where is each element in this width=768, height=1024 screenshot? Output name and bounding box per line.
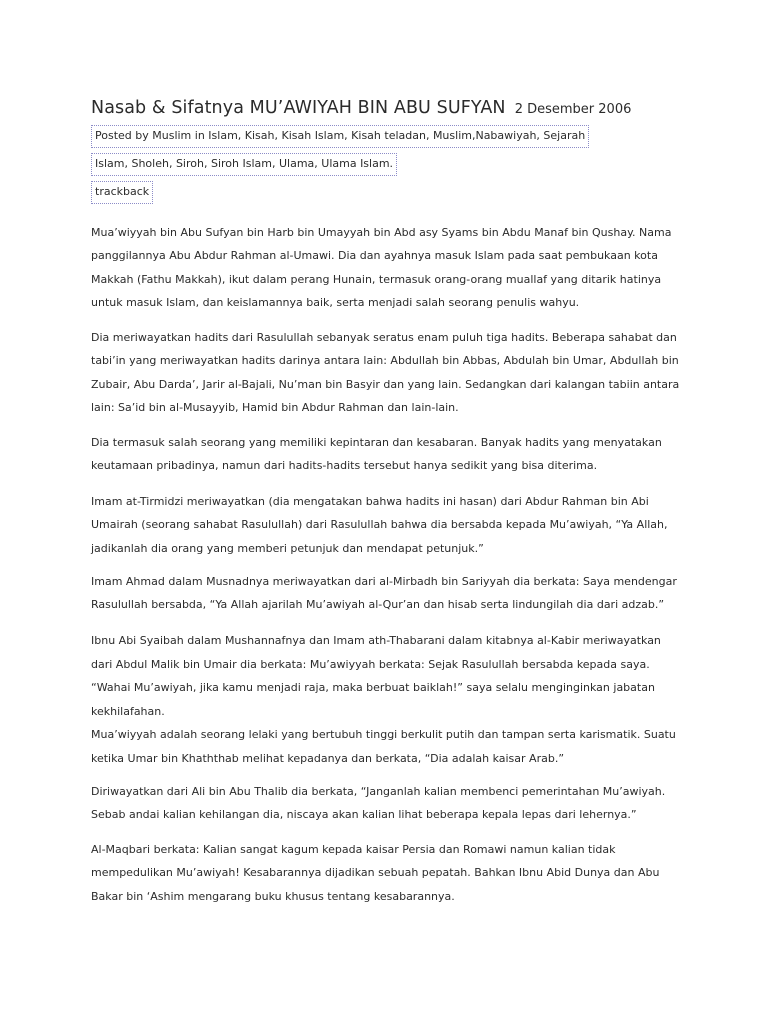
text-line: lain: Sa’id bin al-Musayyib, Hamid bin Abdur Rahman dan lain-lain. xyxy=(91,400,459,414)
text-line: Dia meriwayatkan hadits dari Rasulullah sebanyak seratus enam puluh tiga hadits. Beberapa sahabat dan xyxy=(91,331,677,344)
text-line: Sebab andai kalian kehilangan dia, niscaya akan kalian lihat beberapa kepala lepas dari lehernya.” xyxy=(91,808,637,822)
text-line: Mua’wiyyah bin Abu Sufyan bin Harb bin Umayyah bin Abd asy Syams bin Abdu Manaf bin Qushay. Nama xyxy=(91,226,672,239)
article-header xyxy=(91,98,631,118)
paragraph xyxy=(91,221,691,314)
text-line: Imam at-Tirmidzi meriwayatkan (dia mengatakan bahwa hadits ini hasan) dari Abdur Rahman bin Abi xyxy=(91,495,649,508)
article-title: Nasab & Sifatnya MU’AWIYAH BIN ABU SUFYAN xyxy=(91,98,506,118)
text-line: panggilannya Abu Abdur Rahman al-Umawi. Dia dan ayahnya masuk Islam pada saat pembukaan kota xyxy=(91,249,658,263)
text-line: Makkah (Fathu Makkah), ikut dalam perang Hunain, termasuk orang-orang muallaf yang ditarik hatinya xyxy=(91,272,662,286)
paragraph xyxy=(91,629,691,771)
text-line: Mua’wiyyah adalah seorang lelaki yang bertubuh tinggi berkulit putih dan tampan serta karismatik. Suatu xyxy=(91,728,676,742)
text-line: keutamaan pribadinya, namun dari hadits-hadits tersebut hanya sedikit yang bisa diterima. xyxy=(91,459,598,473)
article-date: 2 Desember 2006 xyxy=(514,102,632,117)
paragraph xyxy=(91,838,691,908)
text-line: untuk masuk Islam, dan keislamannya baik, serta menjadi salah seorang penulis wahyu. xyxy=(91,295,580,309)
text-line: Imam Ahmad dalam Musnadnya meriwayatkan dari al-Mirbadh bin Sariyyah dia berkata: Saya mendengar xyxy=(91,575,677,588)
text-line: ketika Umar bin Khaththab melihat kepadanya dan berkata, “Dia adalah kaisar Arab.” xyxy=(91,751,565,765)
post-meta-line-1[interactable]: Posted by Muslim in Islam, Kisah, Kisah Islam, Kisah teladan, Muslim,Nabawiyah, Sejarah xyxy=(91,125,589,148)
text-line: kekhilafahan. xyxy=(91,704,165,718)
text-line: mempedulikan Mu’awiyah! Kesabarannya dijadikan sebuah pepatah. Bahkan Ibnu Abid Dunya dan Abu xyxy=(91,866,660,880)
paragraph xyxy=(91,490,691,560)
text-line: Diriwayatkan dari Ali bin Abu Thalib dia berkata, “Janganlah kalian membenci pemerintahan Mu’awiyah. xyxy=(91,785,666,798)
text-line: Al-Maqbari berkata: Kalian sangat kagum kepada kaisar Persia dan Romawi namun kalian tidak xyxy=(91,843,616,856)
text-line: Zubair, Abu Darda’, Jarir al-Bajali, Nu’man bin Basyir dan yang lain. Sedangkan dari kalangan tabiin antara xyxy=(91,377,680,391)
paragraph xyxy=(91,570,691,617)
paragraph xyxy=(91,431,691,478)
text-line: jadikanlah dia orang yang memberi petunjuk dan mendapat petunjuk.” xyxy=(91,541,484,555)
post-meta-line-2[interactable]: Islam, Sholeh, Siroh, Siroh Islam, Ulama, Ulama Islam. xyxy=(91,153,397,176)
text-line: tabi’in yang meriwayatkan hadits darinya antara lain: Abdullah bin Abbas, Abdulah bin Umar, Abdullah bin xyxy=(91,354,679,368)
text-line: Bakar bin ‘Ashim mengarang buku khusus tentang kesabarannya. xyxy=(91,889,455,903)
paragraph xyxy=(91,780,691,827)
trackback-link[interactable]: trackback xyxy=(91,181,153,204)
text-line: Ibnu Abi Syaibah dalam Mushannafnya dan Imam ath-Thabarani dalam kitabnya al-Kabir meriwayatkan xyxy=(91,634,661,647)
text-line: Dia termasuk salah seorang yang memiliki kepintaran dan kesabaran. Banyak hadits yang menyatakan xyxy=(91,436,662,449)
text-line: Umairah (seorang sahabat Rasulullah) dari Rasulullah bahwa dia bersabda kepada Mu’awiyah, “Ya Allah, xyxy=(91,518,668,532)
text-line: Rasulullah bersabda, “Ya Allah ajarilah Mu’awiyah al-Qur’an dan hisab serta lindungilah dia dari adzab.” xyxy=(91,598,665,612)
text-line: “Wahai Mu’awiyah, jika kamu menjadi raja, maka berbuat baiklah!” saya selalu menginginkan jabatan xyxy=(91,681,655,695)
text-line: dari Abdul Malik bin Umair dia berkata: Mu’awiyyah berkata: Sejak Rasulullah bersabda kepada saya. xyxy=(91,657,650,671)
paragraph xyxy=(91,326,691,419)
